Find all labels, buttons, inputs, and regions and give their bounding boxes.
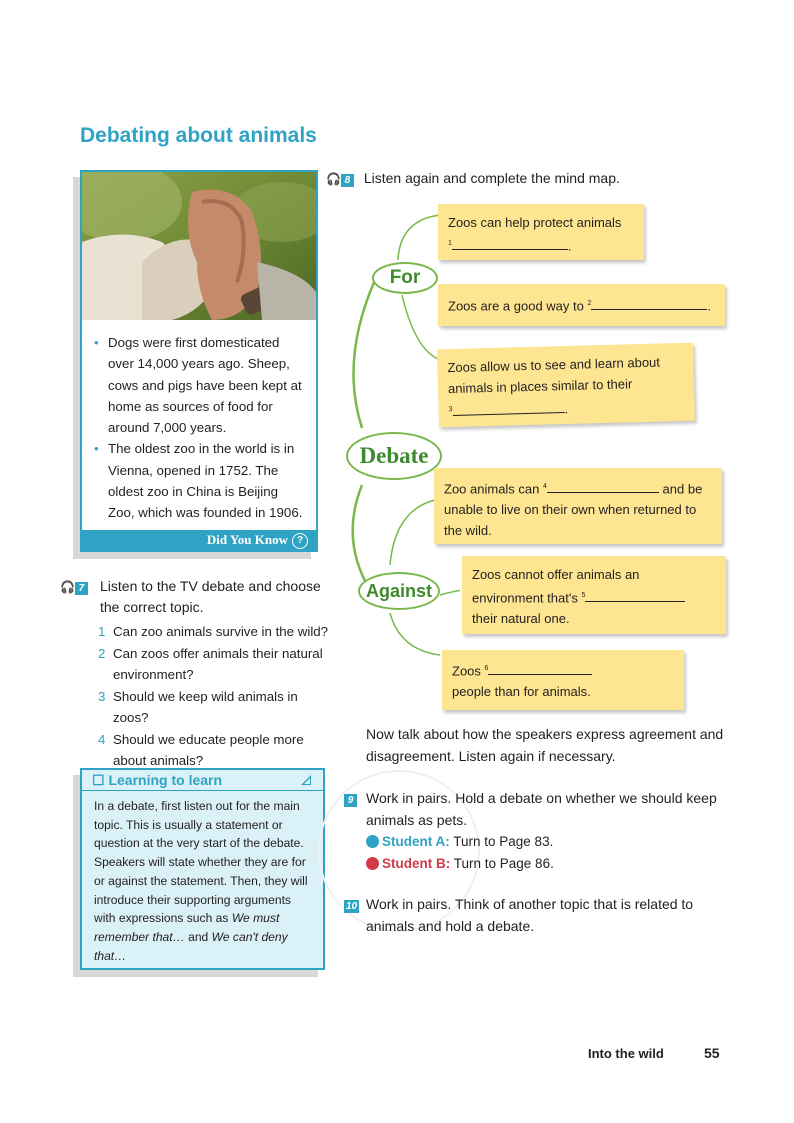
- student-b-icon: [366, 857, 379, 870]
- learning-to-learn-box: [80, 768, 325, 970]
- exercise-number: 8: [341, 174, 354, 187]
- did-you-know-footer: Did You Know ?: [82, 530, 316, 550]
- did-you-know-card: [80, 170, 318, 552]
- list-item: • Dogs were first domesticated over 14,000 years ago. Sheep, cows and pigs have been kept at home as sources of food for around 7,000 years.: [94, 335, 302, 436]
- answer-blank[interactable]: [585, 589, 685, 602]
- answer-blank[interactable]: [488, 662, 592, 675]
- exercise-7: [60, 576, 330, 772]
- answer-blank[interactable]: [452, 237, 568, 250]
- exercise-instruction: Listen again and complete the mind map.: [363, 170, 620, 186]
- answer-blank[interactable]: [547, 480, 659, 493]
- exercise-10: [344, 894, 724, 937]
- goat-photo: [82, 172, 316, 320]
- square-icon: ☐: [92, 772, 109, 788]
- facts-list: [94, 332, 308, 524]
- exercise-instruction: Work in pairs. Hold a debate on whether we should keep animals as pets.: [366, 790, 717, 828]
- answer-blank[interactable]: [452, 400, 564, 416]
- against-bubble: Against: [358, 572, 440, 610]
- student-b-line: Student B: Turn to Page 86.: [366, 853, 724, 875]
- for-note-3: Zoos allow us to see and learn about animals in places similar to their $^3$ .: [437, 343, 695, 428]
- exercise-8: [326, 170, 620, 187]
- list-item[interactable]: 2 Can zoos offer animals their natural environment?: [98, 645, 323, 682]
- learning-to-learn-header: ☐ Learning to learn: [82, 770, 323, 791]
- exercise-instruction: Listen to the TV debate and choose the correct topic.: [100, 578, 321, 615]
- unit-title: Into the wild: [588, 1046, 664, 1061]
- list-item: • The oldest zoo in the world is in Vienna, opened in 1752. The oldest zoo in China is Beijing Zoo, which was founded in 1906.: [94, 441, 303, 521]
- page-number: 55: [704, 1045, 720, 1061]
- exercise-9: [344, 788, 724, 874]
- exercise-number: 9: [344, 794, 357, 807]
- exercise-instruction: Work in pairs. Think of another topic that is related to animals and hold a debate.: [366, 896, 694, 934]
- against-note-6: Zoos $^6$ people than for animals.: [442, 650, 684, 710]
- question-icon: ?: [292, 533, 308, 549]
- for-note-1: Zoos can help protect animals $^1$ .: [438, 204, 644, 260]
- for-bubble: For: [372, 262, 438, 294]
- student-a-line: Student A: Turn to Page 83.: [366, 831, 724, 853]
- list-item[interactable]: 3 Should we keep wild animals in zoos?: [98, 688, 298, 725]
- exercise-number: 10: [345, 901, 358, 912]
- discussion-prompt: Now talk about how the speakers express agreement and disagreement. Listen again if necessary.: [366, 726, 724, 764]
- page-title: Debating about animals: [80, 124, 317, 147]
- student-a-icon: [366, 835, 379, 848]
- headphones-icon: 🎧: [326, 172, 341, 186]
- list-item[interactable]: 4 Should we educate people more about animals?: [98, 731, 304, 768]
- exercise-number: 7: [75, 582, 88, 595]
- against-note-4: Zoo animals can $^4$ and be unable to live on their own when returned to the wild.: [434, 468, 722, 544]
- topic-options: [98, 621, 330, 772]
- corner-triangle-icon: [301, 775, 311, 785]
- for-note-2: Zoos are a good way to $^2$ .: [438, 284, 725, 326]
- debate-bubble: Debate: [346, 432, 442, 480]
- against-note-5: Zoos cannot offer animals an environment that's $^5$ their natural one.: [462, 556, 726, 634]
- learning-to-learn-body: In a debate, first listen out for the main topic. This is usually a statement or question at the very start of the debate. Speakers will state whether they are for or against the statement. Then, they will introduce their supporting arguments with expressions such as We must remember that… and We can't deny that…: [94, 799, 308, 963]
- list-item[interactable]: 1 Can zoo animals survive in the wild?: [98, 624, 329, 639]
- answer-blank[interactable]: [591, 297, 707, 310]
- headphones-icon: 🎧: [60, 580, 75, 594]
